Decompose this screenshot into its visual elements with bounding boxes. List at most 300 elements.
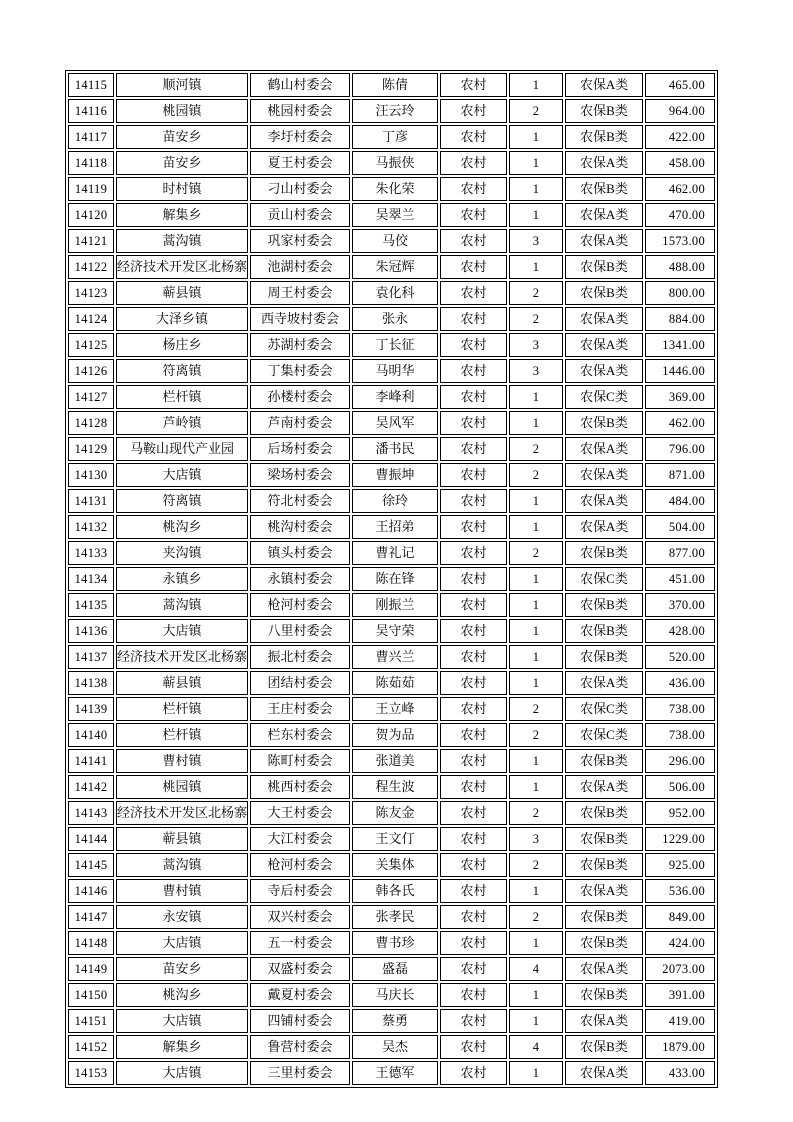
table-row <box>68 697 715 721</box>
cell-village-committee: 陈町村委会 <box>267 753 333 768</box>
cell-amount: 952.00 <box>668 806 706 820</box>
cell-amount: 849.00 <box>668 910 706 924</box>
cell-record-id: 14123 <box>74 286 108 300</box>
cell-person-name: 汪云玲 <box>375 103 415 118</box>
cell-person-count: 1 <box>532 494 540 508</box>
table-row <box>68 671 715 695</box>
cell-household-type: 农村 <box>460 337 487 352</box>
table-row <box>68 125 715 149</box>
table-row <box>68 307 715 331</box>
cell-village-committee: 桃园村委会 <box>267 103 333 118</box>
table-row <box>68 723 715 747</box>
cell-town: 顺河镇 <box>162 77 202 92</box>
cell-person-name: 刚振兰 <box>375 597 415 612</box>
cell-person-count: 1 <box>532 390 540 404</box>
cell-town: 桃园镇 <box>162 103 202 118</box>
table-row <box>68 593 715 617</box>
cell-village-committee: 枪河村委会 <box>267 597 333 612</box>
cell-record-id: 14135 <box>74 598 108 612</box>
cell-amount: 458.00 <box>668 156 706 170</box>
cell-person-name: 丁彦 <box>382 129 409 144</box>
cell-village-committee: 贡山村委会 <box>267 207 333 222</box>
cell-insurance-category: 农保A类 <box>579 519 629 534</box>
cell-person-count: 1 <box>532 208 540 222</box>
table-row <box>68 281 715 305</box>
cell-household-type: 农村 <box>460 779 487 794</box>
cell-insurance-category: 农保A类 <box>579 233 629 248</box>
cell-village-committee: 桃西村委会 <box>267 779 333 794</box>
cell-person-name: 马明华 <box>375 363 415 378</box>
cell-record-id: 14116 <box>74 104 108 118</box>
cell-insurance-category: 农保B类 <box>580 857 628 872</box>
cell-record-id: 14139 <box>74 702 108 716</box>
cell-person-name: 贺为品 <box>375 727 415 742</box>
cell-person-count: 1 <box>532 884 540 898</box>
cell-amount: 451.00 <box>668 572 706 586</box>
cell-town: 蕲县镇 <box>162 675 202 690</box>
cell-household-type: 农村 <box>460 883 487 898</box>
cell-person-count: 1 <box>532 156 540 170</box>
cell-village-committee: 大王村委会 <box>267 805 333 820</box>
cell-amount: 428.00 <box>668 624 706 638</box>
table-row <box>68 957 715 981</box>
table-row <box>68 801 715 825</box>
cell-household-type: 农村 <box>460 519 487 534</box>
cell-village-committee: 戴夏村委会 <box>267 987 333 1002</box>
cell-amount: 504.00 <box>668 520 706 534</box>
cell-village-committee: 芦南村委会 <box>267 415 333 430</box>
cell-insurance-category: 农保A类 <box>579 441 629 456</box>
cell-record-id: 14145 <box>74 858 108 872</box>
cell-household-type: 农村 <box>460 77 487 92</box>
cell-town: 芦岭镇 <box>162 415 202 430</box>
cell-insurance-category: 农保A类 <box>579 155 629 170</box>
cell-amount: 871.00 <box>668 468 706 482</box>
cell-insurance-category: 农保B类 <box>580 623 628 638</box>
cell-person-count: 1 <box>532 1014 540 1028</box>
cell-record-id: 14126 <box>74 364 108 378</box>
cell-village-committee: 桃沟村委会 <box>267 519 333 534</box>
cell-town: 夹沟镇 <box>162 545 202 560</box>
table-row <box>68 515 715 539</box>
cell-town: 蒿沟镇 <box>162 233 202 248</box>
cell-town: 解集乡 <box>162 207 202 222</box>
cell-town: 曹村镇 <box>162 883 202 898</box>
cell-village-committee: 鹤山村委会 <box>267 77 333 92</box>
cell-person-count: 1 <box>532 260 540 274</box>
cell-person-name: 朱冠辉 <box>375 259 415 274</box>
cell-person-name: 李峰利 <box>375 389 415 404</box>
table-row <box>68 827 715 851</box>
cell-amount: 465.00 <box>668 78 706 92</box>
cell-household-type: 农村 <box>460 623 487 638</box>
cell-amount: 462.00 <box>668 416 706 430</box>
cell-insurance-category: 农保C类 <box>580 571 628 586</box>
cell-person-name: 丁长征 <box>375 337 415 352</box>
cell-amount: 1341.00 <box>662 338 706 352</box>
cell-village-committee: 巩家村委会 <box>267 233 333 248</box>
cell-town: 栏杆镇 <box>162 701 202 716</box>
cell-person-count: 2 <box>532 806 540 820</box>
cell-village-committee: 李圩村委会 <box>267 129 333 144</box>
cell-household-type: 农村 <box>460 1039 487 1054</box>
cell-amount: 419.00 <box>668 1014 706 1028</box>
cell-household-type: 农村 <box>460 961 487 976</box>
cell-insurance-category: 农保A类 <box>579 779 629 794</box>
cell-village-committee: 鲁营村委会 <box>267 1039 333 1054</box>
table-row <box>68 645 715 669</box>
cell-insurance-category: 农保C类 <box>580 701 628 716</box>
cell-town: 曹村镇 <box>162 753 202 768</box>
cell-town: 符离镇 <box>162 493 202 508</box>
cell-village-committee: 团结村委会 <box>267 675 333 690</box>
cell-amount: 506.00 <box>668 780 706 794</box>
table-row <box>68 203 715 227</box>
cell-person-name: 吴翠兰 <box>375 207 415 222</box>
cell-person-name: 徐玲 <box>382 493 409 508</box>
cell-person-name: 吴杰 <box>382 1039 409 1054</box>
cell-person-name: 曹书珍 <box>375 935 415 950</box>
cell-town: 永镇乡 <box>162 571 202 586</box>
cell-town: 苗安乡 <box>162 155 202 170</box>
table-row <box>68 879 715 903</box>
cell-village-committee: 枪河村委会 <box>267 857 333 872</box>
cell-household-type: 农村 <box>460 1013 487 1028</box>
cell-household-type: 农村 <box>460 207 487 222</box>
cell-household-type: 农村 <box>460 727 487 742</box>
cell-insurance-category: 农保A类 <box>579 337 629 352</box>
cell-town: 桃沟乡 <box>162 519 202 534</box>
cell-town: 大泽乡镇 <box>156 311 209 326</box>
cell-household-type: 农村 <box>460 493 487 508</box>
cell-insurance-category: 农保B类 <box>580 129 628 144</box>
cell-person-count: 1 <box>532 624 540 638</box>
cell-town: 解集乡 <box>162 1039 202 1054</box>
cell-amount: 1446.00 <box>662 364 706 378</box>
cell-household-type: 农村 <box>460 1065 487 1080</box>
table-row <box>68 775 715 799</box>
cell-person-count: 4 <box>532 962 540 976</box>
cell-insurance-category: 农保B类 <box>580 909 628 924</box>
cell-person-name: 陈茹茹 <box>375 675 415 690</box>
cell-village-committee: 寺后村委会 <box>267 883 333 898</box>
cell-town: 大店镇 <box>162 1065 202 1080</box>
cell-record-id: 14136 <box>74 624 108 638</box>
cell-village-committee: 孙楼村委会 <box>267 389 333 404</box>
cell-person-count: 1 <box>532 598 540 612</box>
cell-person-name: 朱化荣 <box>375 181 415 196</box>
cell-village-committee: 镇头村委会 <box>267 545 333 560</box>
cell-amount: 925.00 <box>668 858 706 872</box>
cell-amount: 1879.00 <box>662 1040 706 1054</box>
cell-town: 经济技术开发区北杨寨 <box>117 805 248 820</box>
cell-person-count: 1 <box>532 1066 540 1080</box>
cell-person-count: 3 <box>532 364 540 378</box>
cell-household-type: 农村 <box>460 545 487 560</box>
cell-person-name: 吴守荣 <box>375 623 415 638</box>
cell-town: 经济技术开发区北杨寨 <box>117 649 248 664</box>
cell-amount: 877.00 <box>668 546 706 560</box>
cell-record-id: 14133 <box>74 546 108 560</box>
cell-household-type: 农村 <box>460 415 487 430</box>
cell-household-type: 农村 <box>460 675 487 690</box>
cell-record-id: 14153 <box>74 1066 108 1080</box>
cell-person-name: 张孝民 <box>375 909 415 924</box>
cell-person-name: 张道美 <box>375 753 415 768</box>
cell-person-count: 1 <box>532 676 540 690</box>
cell-person-count: 1 <box>532 988 540 1002</box>
cell-person-count: 2 <box>532 468 540 482</box>
cell-town: 永安镇 <box>162 909 202 924</box>
cell-person-count: 1 <box>532 416 540 430</box>
cell-record-id: 14142 <box>74 780 108 794</box>
table-row <box>68 1009 715 1033</box>
cell-amount: 296.00 <box>668 754 706 768</box>
cell-household-type: 农村 <box>460 909 487 924</box>
cell-household-type: 农村 <box>460 857 487 872</box>
cell-insurance-category: 农保B类 <box>580 805 628 820</box>
cell-village-committee: 符北村委会 <box>267 493 333 508</box>
table-row <box>68 931 715 955</box>
cell-record-id: 14129 <box>74 442 108 456</box>
cell-person-count: 2 <box>532 286 540 300</box>
table-row <box>68 905 715 929</box>
cell-amount: 2073.00 <box>662 962 706 976</box>
cell-person-count: 3 <box>532 338 540 352</box>
cell-insurance-category: 农保B类 <box>580 1039 628 1054</box>
table-row <box>68 541 715 565</box>
cell-amount: 436.00 <box>668 676 706 690</box>
table-row <box>68 385 715 409</box>
cell-record-id: 14128 <box>74 416 108 430</box>
cell-record-id: 14125 <box>74 338 108 352</box>
cell-record-id: 14146 <box>74 884 108 898</box>
cell-amount: 800.00 <box>668 286 706 300</box>
cell-household-type: 农村 <box>460 987 487 1002</box>
cell-village-committee: 四铺村委会 <box>267 1013 333 1028</box>
cell-amount: 738.00 <box>668 702 706 716</box>
cell-village-committee: 池湖村委会 <box>267 259 333 274</box>
cell-person-name: 王德军 <box>375 1065 415 1080</box>
cell-village-committee: 王庄村委会 <box>267 701 333 716</box>
cell-household-type: 农村 <box>460 103 487 118</box>
cell-town: 桃沟乡 <box>162 987 202 1002</box>
cell-person-name: 曹兴兰 <box>375 649 415 664</box>
cell-insurance-category: 农保B类 <box>580 103 628 118</box>
cell-amount: 391.00 <box>668 988 706 1002</box>
cell-record-id: 14144 <box>74 832 108 846</box>
cell-amount: 536.00 <box>668 884 706 898</box>
cell-village-committee: 后场村委会 <box>267 441 333 456</box>
cell-insurance-category: 农保C类 <box>580 389 628 404</box>
cell-household-type: 农村 <box>460 181 487 196</box>
cell-insurance-category: 农保B类 <box>580 987 628 1002</box>
cell-household-type: 农村 <box>460 701 487 716</box>
cell-person-count: 4 <box>532 1040 540 1054</box>
table-row <box>68 567 715 591</box>
table-row <box>68 1035 715 1059</box>
cell-person-name: 陈倩 <box>382 77 409 92</box>
table-row <box>68 489 715 513</box>
cell-amount: 1229.00 <box>662 832 706 846</box>
cell-town: 桃园镇 <box>162 779 202 794</box>
cell-town: 苗安乡 <box>162 961 202 976</box>
table-row <box>68 749 715 773</box>
cell-amount: 422.00 <box>668 130 706 144</box>
cell-town: 大店镇 <box>162 467 202 482</box>
cell-insurance-category: 农保B类 <box>580 831 628 846</box>
table-row <box>68 463 715 487</box>
cell-town: 大店镇 <box>162 623 202 638</box>
cell-insurance-category: 农保A类 <box>579 961 629 976</box>
cell-record-id: 14141 <box>74 754 108 768</box>
cell-record-id: 14137 <box>74 650 108 664</box>
cell-household-type: 农村 <box>460 311 487 326</box>
cell-town: 马鞍山现代产业园 <box>130 441 235 456</box>
cell-record-id: 14118 <box>74 156 108 170</box>
cell-record-id: 14140 <box>74 728 108 742</box>
cell-town: 经济技术开发区北杨寨 <box>117 259 248 274</box>
cell-person-count: 2 <box>532 442 540 456</box>
cell-person-count: 1 <box>532 78 540 92</box>
cell-person-count: 3 <box>532 832 540 846</box>
insurance-payment-table <box>65 70 718 1088</box>
cell-household-type: 农村 <box>460 805 487 820</box>
cell-insurance-category: 农保A类 <box>579 1065 629 1080</box>
cell-amount: 796.00 <box>668 442 706 456</box>
cell-insurance-category: 农保B类 <box>580 181 628 196</box>
cell-household-type: 农村 <box>460 571 487 586</box>
table-row <box>68 99 715 123</box>
cell-insurance-category: 农保B类 <box>580 935 628 950</box>
cell-insurance-category: 农保B类 <box>580 597 628 612</box>
cell-village-committee: 周王村委会 <box>267 285 333 300</box>
cell-village-committee: 双兴村委会 <box>267 909 333 924</box>
cell-household-type: 农村 <box>460 441 487 456</box>
cell-record-id: 14138 <box>74 676 108 690</box>
table-row <box>68 411 715 435</box>
cell-insurance-category: 农保B类 <box>580 259 628 274</box>
cell-village-committee: 西寺坡村委会 <box>261 311 340 326</box>
table-row <box>68 853 715 877</box>
cell-person-count: 1 <box>532 936 540 950</box>
cell-record-id: 14115 <box>74 78 108 92</box>
cell-person-name: 陈友金 <box>375 805 415 820</box>
cell-village-committee: 丁集村委会 <box>267 363 333 378</box>
cell-person-count: 1 <box>532 650 540 664</box>
cell-person-count: 1 <box>532 572 540 586</box>
cell-record-id: 14134 <box>74 572 108 586</box>
cell-insurance-category: 农保A类 <box>579 77 629 92</box>
cell-person-name: 王立峰 <box>375 701 415 716</box>
cell-record-id: 14148 <box>74 936 108 950</box>
cell-village-committee: 梁场村委会 <box>267 467 333 482</box>
cell-person-name: 韩各氏 <box>375 883 415 898</box>
cell-town: 蒿沟镇 <box>162 857 202 872</box>
cell-insurance-category: 农保A类 <box>579 207 629 222</box>
cell-household-type: 农村 <box>460 935 487 950</box>
cell-household-type: 农村 <box>460 233 487 248</box>
cell-town: 大店镇 <box>162 935 202 950</box>
cell-village-committee: 八里村委会 <box>267 623 333 638</box>
cell-village-committee: 五一村委会 <box>267 935 333 950</box>
cell-village-committee: 苏湖村委会 <box>267 337 333 352</box>
cell-household-type: 农村 <box>460 389 487 404</box>
cell-person-name: 张永 <box>382 311 409 326</box>
cell-amount: 520.00 <box>668 650 706 664</box>
cell-person-count: 2 <box>532 728 540 742</box>
cell-household-type: 农村 <box>460 259 487 274</box>
cell-record-id: 14130 <box>74 468 108 482</box>
cell-person-name: 曹礼记 <box>375 545 415 560</box>
cell-amount: 424.00 <box>668 936 706 950</box>
cell-amount: 470.00 <box>668 208 706 222</box>
cell-household-type: 农村 <box>460 285 487 300</box>
cell-village-committee: 三里村委会 <box>267 1065 333 1080</box>
cell-village-committee: 刁山村委会 <box>267 181 333 196</box>
cell-person-count: 1 <box>532 182 540 196</box>
cell-village-committee: 夏王村委会 <box>267 155 333 170</box>
cell-record-id: 14121 <box>74 234 108 248</box>
table-row <box>68 619 715 643</box>
cell-town: 蕲县镇 <box>162 285 202 300</box>
cell-person-count: 2 <box>532 858 540 872</box>
cell-record-id: 14122 <box>74 260 108 274</box>
cell-town: 杨庄乡 <box>162 337 202 352</box>
cell-record-id: 14127 <box>74 390 108 404</box>
cell-person-name: 盛磊 <box>382 961 409 976</box>
cell-amount: 433.00 <box>668 1066 706 1080</box>
table-row <box>68 437 715 461</box>
cell-insurance-category: 农保A类 <box>579 883 629 898</box>
cell-person-name: 曹振坤 <box>375 467 415 482</box>
cell-town: 蕲县镇 <box>162 831 202 846</box>
cell-person-name: 马佼 <box>382 233 409 248</box>
cell-record-id: 14117 <box>74 130 108 144</box>
cell-amount: 738.00 <box>668 728 706 742</box>
cell-village-committee: 大江村委会 <box>267 831 333 846</box>
cell-insurance-category: 农保B类 <box>580 285 628 300</box>
table-row <box>68 151 715 175</box>
cell-insurance-category: 农保A类 <box>579 363 629 378</box>
cell-person-count: 3 <box>532 234 540 248</box>
cell-record-id: 14152 <box>74 1040 108 1054</box>
cell-person-name: 陈在锋 <box>375 571 415 586</box>
cell-insurance-category: 农保A类 <box>579 493 629 508</box>
table-row <box>68 255 715 279</box>
cell-record-id: 14120 <box>74 208 108 222</box>
cell-amount: 964.00 <box>668 104 706 118</box>
cell-insurance-category: 农保B类 <box>580 545 628 560</box>
cell-village-committee: 双盛村委会 <box>267 961 333 976</box>
table-row <box>68 333 715 357</box>
cell-person-name: 程生波 <box>375 779 415 794</box>
cell-household-type: 农村 <box>460 831 487 846</box>
cell-town: 栏杆镇 <box>162 389 202 404</box>
table-body <box>68 73 715 1085</box>
cell-person-name: 潘书民 <box>375 441 415 456</box>
cell-record-id: 14147 <box>74 910 108 924</box>
cell-person-name: 蔡勇 <box>382 1013 409 1028</box>
cell-household-type: 农村 <box>460 467 487 482</box>
cell-person-count: 2 <box>532 910 540 924</box>
cell-record-id: 14143 <box>74 806 108 820</box>
cell-person-count: 2 <box>532 702 540 716</box>
cell-record-id: 14119 <box>74 182 108 196</box>
cell-town: 大店镇 <box>162 1013 202 1028</box>
cell-town: 时村镇 <box>162 181 202 196</box>
cell-amount: 884.00 <box>668 312 706 326</box>
